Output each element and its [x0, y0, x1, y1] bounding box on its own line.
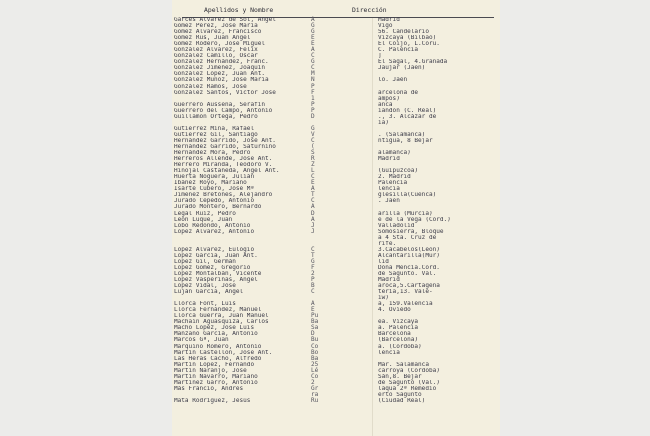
name-cell: León Luque, Juan: [174, 216, 233, 223]
name-cell: Hinojal Castañeda, Angel Ant.: [174, 168, 280, 175]
name-cell: Martín Castellón, José Ant.: [174, 349, 273, 356]
name-cell: López García, Juan Ant.: [174, 252, 258, 259]
name-cell: Guillamón Ortega, Pedro: [174, 113, 258, 120]
code-cell: 2: [311, 269, 315, 277]
address-cell: Sán,8. Béjar: [378, 373, 422, 380]
code-cell: C: [311, 136, 315, 144]
code-cell: G: [311, 58, 315, 66]
code-cell: A: [311, 203, 315, 211]
address-cell: a, 159.Valencia: [378, 301, 433, 308]
name-cell: Macho López, José Luis: [174, 325, 255, 332]
code-cell: V: [311, 130, 315, 138]
code-cell: A: [311, 46, 315, 54]
address-cell: glesilla(Cuenca): [378, 192, 437, 199]
name-cell: González Ramos, José: [174, 83, 247, 90]
code-cell: R: [311, 155, 315, 163]
name-cell: Martín Navarro, Mariano: [174, 373, 258, 380]
name-cell: Mata Rodríguez, Jesús: [174, 397, 251, 404]
name-cell: Llorca Guerra, Juan Manuel: [174, 313, 269, 320]
address-cell: . (Salamanca): [378, 131, 426, 138]
address-cell: Somosierra, Bloque: [378, 228, 444, 235]
address-column-header: Dirección: [352, 6, 387, 14]
record-list: [172, 17, 500, 404]
name-cell: González Hernández, Franc.: [174, 59, 269, 66]
name-cell: González Alvarez, Félix: [174, 47, 258, 54]
address-cell: a 4 Sta. Cruz de: [378, 234, 437, 241]
address-cell: Vigo: [378, 23, 393, 30]
address-cell: carroya (Córdoba): [378, 367, 440, 374]
code-cell: D: [311, 330, 315, 338]
code-cell: D: [311, 209, 315, 217]
code-cell: L: [311, 167, 315, 175]
name-cell: Gutiérrez Mina, Rafael: [174, 125, 255, 132]
name-cell: Jiménez Bretones, Alejandro: [174, 192, 273, 199]
name-cell: Isarte Cubero, José Mª: [174, 186, 255, 193]
address-cell: lo. Jaén: [378, 77, 408, 84]
address-cell: Vizcaya (Bilbao): [378, 35, 437, 42]
address-cell: de Sagunto. Val.: [378, 270, 437, 277]
address-cell: arcelona de: [378, 89, 419, 96]
code-cell: C: [311, 64, 315, 72]
address-cell: aroca,5.Cartagena: [378, 283, 440, 290]
address-cell: Madrid: [378, 17, 400, 23]
code-cell: J: [311, 227, 315, 235]
name-cell: González López, Juan Ant.: [174, 71, 266, 78]
name-cell: López Alvarez, Eulogio: [174, 246, 255, 253]
code-cell: E: [311, 179, 315, 187]
code-cell: F: [311, 88, 315, 96]
address-cell: Madrid: [378, 156, 400, 163]
address-cell: Palencia: [378, 180, 408, 187]
code-cell: G: [311, 257, 315, 265]
name-cell: Garcés Alvarez de Sot, Angel: [174, 17, 276, 23]
name-cell: Jurado Cepedo, Antonio: [174, 198, 255, 205]
name-cell: Machain Aguasquiza, Carlos: [174, 319, 269, 326]
name-cell: Llorca Fernández, Manuel: [174, 307, 262, 314]
left-margin: [0, 0, 172, 436]
address-cell: ia): [378, 119, 389, 126]
code-cell: G: [311, 28, 315, 36]
name-cell: González Camillo, Oscar: [174, 53, 258, 60]
name-cell: González Muñoz, José María: [174, 77, 269, 84]
address-cell: Mar. Salamanca: [378, 361, 429, 368]
code-cell: Lé: [311, 366, 319, 374]
list-item: [172, 398, 500, 404]
document-page: [172, 0, 500, 436]
address-cell: Doña Mencía.Córd.: [378, 264, 440, 271]
address-cell: (Barcelona): [378, 337, 419, 344]
right-margin: [500, 0, 650, 436]
name-cell: Herrero Miranda, Teodoro V.: [174, 162, 273, 169]
address-cell: lid: [378, 258, 389, 265]
address-cell: a. (Córdoba): [378, 343, 422, 350]
address-cell: tería,13. Vale-: [378, 289, 433, 296]
code-cell: Co: [311, 342, 319, 350]
name-cell: López Vasperinas, Angel: [174, 277, 258, 284]
code-cell: S: [311, 149, 315, 157]
code-cell: M: [311, 70, 315, 78]
name-cell: Legal Ruiz, Pedro: [174, 210, 236, 217]
code-cell: Bu: [311, 336, 319, 344]
code-cell: 2: [311, 378, 315, 386]
code-cell: C: [311, 197, 315, 205]
column-header: [172, 6, 500, 16]
code-cell: C: [311, 288, 315, 296]
code-cell: T: [311, 251, 315, 259]
code-cell: Z: [311, 161, 315, 169]
address-cell: de Sagunto (Val.): [378, 379, 440, 386]
code-cell: F: [311, 263, 315, 271]
address-cell: ntigua, 8 Béjar: [378, 137, 433, 144]
code-cell: Ba: [311, 354, 319, 362]
name-cell: Las Heras Cacho, Alfredo: [174, 355, 262, 362]
address-cell: Madrid: [378, 277, 400, 284]
address-cell: anca: [378, 101, 393, 108]
name-cell: Más Franció, Andrés: [174, 385, 244, 392]
name-cell: González Jiménez, Joaquín: [174, 65, 266, 72]
name-cell: Gómez Rus, Juan Angel: [174, 35, 251, 42]
name-cell: Guerrero Aussena, Serafín: [174, 101, 266, 108]
address-cell: rife.: [378, 240, 397, 247]
name-cell: Gómez Rodero, José Miguel: [174, 41, 266, 48]
name-cell: López Gómez, Gregorio: [174, 264, 251, 271]
address-cell: laqua 2ª Remedio: [378, 385, 437, 392]
address-cell: alamanca): [378, 150, 411, 157]
code-cell: Ba: [311, 318, 319, 326]
code-cell: E: [311, 34, 315, 42]
code-cell: 1: [311, 94, 315, 102]
name-cell: Guerrero del Campo, Antonio: [174, 107, 273, 114]
address-cell: El Coijo, L.Coru.: [378, 41, 440, 48]
name-cell: Marcos Gª, Juan: [174, 337, 229, 344]
address-cell: lencia: [378, 186, 400, 193]
code-cell: J: [311, 221, 315, 229]
name-cell: Martín López, Fernando: [174, 361, 255, 368]
address-cell: Valladolid: [378, 222, 415, 229]
code-cell: 25: [311, 360, 319, 368]
address-cell: e de la Vega (Córd.): [378, 216, 451, 223]
code-cell: E: [311, 306, 315, 314]
name-cell: Gómez Pérez, José María: [174, 23, 258, 30]
name-cell: Gómez Alvarez, Francisco: [174, 29, 262, 36]
name-cell: González Santos, Víctor José: [174, 89, 276, 96]
code-cell: B: [311, 282, 315, 290]
code-cell: Ru: [311, 396, 319, 404]
code-cell: Bo: [311, 348, 319, 356]
name-cell: López Vidal, José: [174, 283, 236, 290]
code-cell: N: [311, 76, 315, 84]
address-cell: ea. Vizcaya: [378, 319, 419, 326]
address-cell: iandon (C. Real): [378, 107, 437, 114]
address-cell: El Sagal, 4.Granada: [378, 59, 448, 66]
code-cell: G: [311, 22, 315, 30]
code-cell: Gr: [311, 384, 319, 392]
address-cell: 3.Cacabelos(León): [378, 246, 440, 253]
address-cell: (Guipuzcoa): [378, 168, 419, 175]
name-cell: Jurado Montero, Bernardo: [174, 204, 262, 211]
name-cell: Martín Naranjo, José: [174, 367, 247, 374]
name-cell: Manzano García, Antonio: [174, 331, 258, 338]
code-cell: Pu: [311, 312, 319, 320]
code-cell: G: [311, 124, 315, 132]
address-cell: erto Sagunto: [378, 391, 422, 398]
address-cell: ]: [378, 53, 382, 60]
code-cell: T: [311, 191, 315, 199]
name-cell: López Montalbán, Vicente: [174, 270, 262, 277]
code-cell: C: [311, 52, 315, 60]
name-cell: Luján García, Angel: [174, 289, 244, 296]
name-cell: Ibáñez Royo, Mariano: [174, 180, 247, 187]
code-cell: A: [311, 185, 315, 193]
name-cell: Hernández Garrido, Saturnino: [174, 143, 276, 150]
code-cell: Sa: [311, 324, 319, 332]
code-cell: A: [311, 215, 315, 223]
code-cell: E: [311, 40, 315, 48]
name-cell: López Alvarez, Antonio: [174, 228, 255, 235]
address-cell: ampos): [378, 95, 400, 102]
code-cell: Co: [311, 372, 319, 380]
name-cell: Lobo Redondo, Antonio: [174, 222, 251, 229]
name-cell: López Gil, Germán: [174, 258, 236, 265]
address-cell: ., 3. Alcázar de: [378, 113, 437, 120]
address-cell: a. Palencia: [378, 325, 419, 332]
name-cell: Hernández Garrido, José Ant.: [174, 137, 276, 144]
code-cell: C: [311, 173, 315, 181]
address-cell: lencia: [378, 349, 400, 356]
address-cell: Jaujar (Jaén): [378, 65, 426, 72]
address-cell: Alcantarilla(Mur): [378, 252, 440, 259]
name-column-header: Apellidos y Nombre: [204, 6, 274, 14]
address-cell: Barcelona: [378, 331, 411, 338]
name-cell: Huerta Noguera, Julián: [174, 174, 255, 181]
name-cell: Herreros Allende, José Ant.: [174, 156, 273, 163]
code-cell: P: [311, 100, 315, 108]
name-cell: Marquino Romero, Antonio: [174, 343, 262, 350]
address-cell: 4. Oviedo: [378, 307, 411, 314]
code-cell: (: [311, 142, 315, 150]
address-cell: . Jaén: [378, 198, 400, 205]
code-cell: D: [311, 112, 315, 120]
name-cell: Hernández Mora, Pedro: [174, 150, 251, 157]
code-cell: A: [311, 16, 315, 23]
code-cell: A: [311, 300, 315, 308]
address-cell: 2. Madrid: [378, 174, 411, 181]
name-cell: Martínez Garro, Antonio: [174, 379, 258, 386]
address-cell: iw): [378, 295, 389, 302]
name-cell: Llorca Font, Luis: [174, 301, 236, 308]
code-cell: P: [311, 82, 315, 90]
code-cell: ra: [311, 390, 319, 398]
name-cell: Gutiérrez Gil, Santiago: [174, 131, 258, 138]
address-cell: C. Palencia: [378, 47, 419, 54]
code-cell: C: [311, 245, 315, 253]
address-cell: (Ciudad Real): [378, 397, 426, 404]
code-cell: P: [311, 276, 315, 284]
address-cell: 56. Candelario: [378, 29, 429, 36]
address-cell: arilla (Murcia): [378, 210, 433, 217]
code-cell: P: [311, 106, 315, 114]
